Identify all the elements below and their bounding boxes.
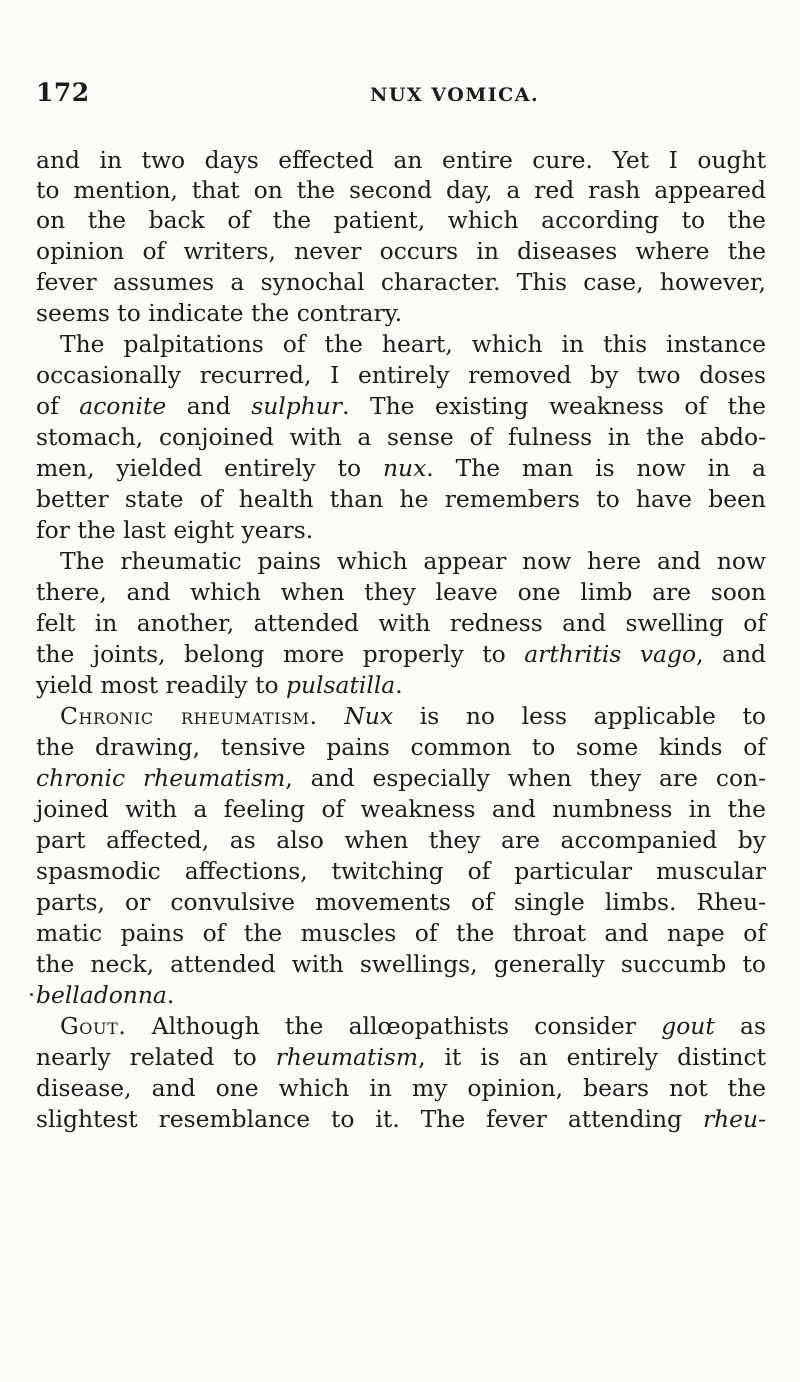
print-speck bbox=[30, 993, 33, 996]
text-line: disease, and one which in my opinion, bears not the bbox=[36, 1074, 766, 1102]
text-line: there, and which when they leave one limb are soon bbox=[36, 578, 766, 606]
text-line: for the last eight years. bbox=[36, 516, 314, 544]
text-line: The rheumatic pains which appear now here and now bbox=[60, 547, 766, 575]
running-title: NUX VOMICA. bbox=[370, 84, 540, 106]
text-line: joined with a feeling of weakness and numbness in the bbox=[36, 795, 766, 823]
text-line: fever assumes a synochal character. This case, however, bbox=[36, 268, 766, 296]
section-heading: Gout. bbox=[60, 1012, 127, 1040]
text-line: on the back of the patient, which according to the bbox=[36, 206, 766, 234]
text-line: felt in another, attended with redness and swelling of bbox=[36, 609, 766, 637]
page-header bbox=[36, 78, 766, 118]
text-line: and in two days effected an entire cure. Yet I ought bbox=[36, 146, 766, 174]
text-line: occasionally recurred, I entirely removed by two doses bbox=[36, 361, 766, 389]
text-line: men, yielded entirely to nux. The man is now in a bbox=[36, 454, 767, 482]
text-line: The palpitations of the heart, which in this instance bbox=[60, 330, 766, 358]
text-line: Gout. Although the allœopathists consider gout as bbox=[60, 1012, 766, 1040]
text-line: to mention, that on the second day, a red rash appeared bbox=[36, 176, 766, 204]
section-heading: Chronic rheumatism. bbox=[60, 702, 318, 730]
text-line: seems to indicate the contrary. bbox=[36, 299, 403, 327]
text-line: chronic rheumatism, and especially when they are con- bbox=[36, 764, 766, 792]
text-line: the neck, attended with swellings, generally succumb to bbox=[36, 950, 766, 978]
text-line: parts, or convulsive movements of single limbs. Rheu- bbox=[36, 888, 766, 916]
text-line: yield most readily to pulsatilla. bbox=[36, 671, 403, 699]
text-line: better state of health than he remembers to have been bbox=[36, 485, 766, 513]
text-line: of aconite and sulphur. The existing weakness of the bbox=[36, 392, 766, 420]
text-line: stomach, conjoined with a sense of fulness in the abdo- bbox=[36, 423, 766, 451]
text-line: nearly related to rheumatism, it is an entirely distinct bbox=[36, 1043, 766, 1071]
text-line: slightest resemblance to it. The fever attending rheu- bbox=[36, 1105, 766, 1133]
text-line: part affected, as also when they are accompanied by bbox=[36, 826, 766, 854]
text-line: opinion of writers, never occurs in diseases where the bbox=[36, 237, 766, 265]
text-line: the joints, belong more properly to arthritis vago, and bbox=[36, 640, 766, 668]
text-line: matic pains of the muscles of the throat and nape of bbox=[36, 919, 766, 947]
page-number: 172 bbox=[36, 78, 90, 107]
text-line: Chronic rheumatism. Nux is no less applicable to bbox=[60, 702, 766, 730]
text-line: belladonna. bbox=[36, 981, 175, 1009]
text-line: spasmodic affections, twitching of particular muscular bbox=[36, 857, 766, 885]
text-line: the drawing, tensive pains common to some kinds of bbox=[36, 733, 766, 761]
